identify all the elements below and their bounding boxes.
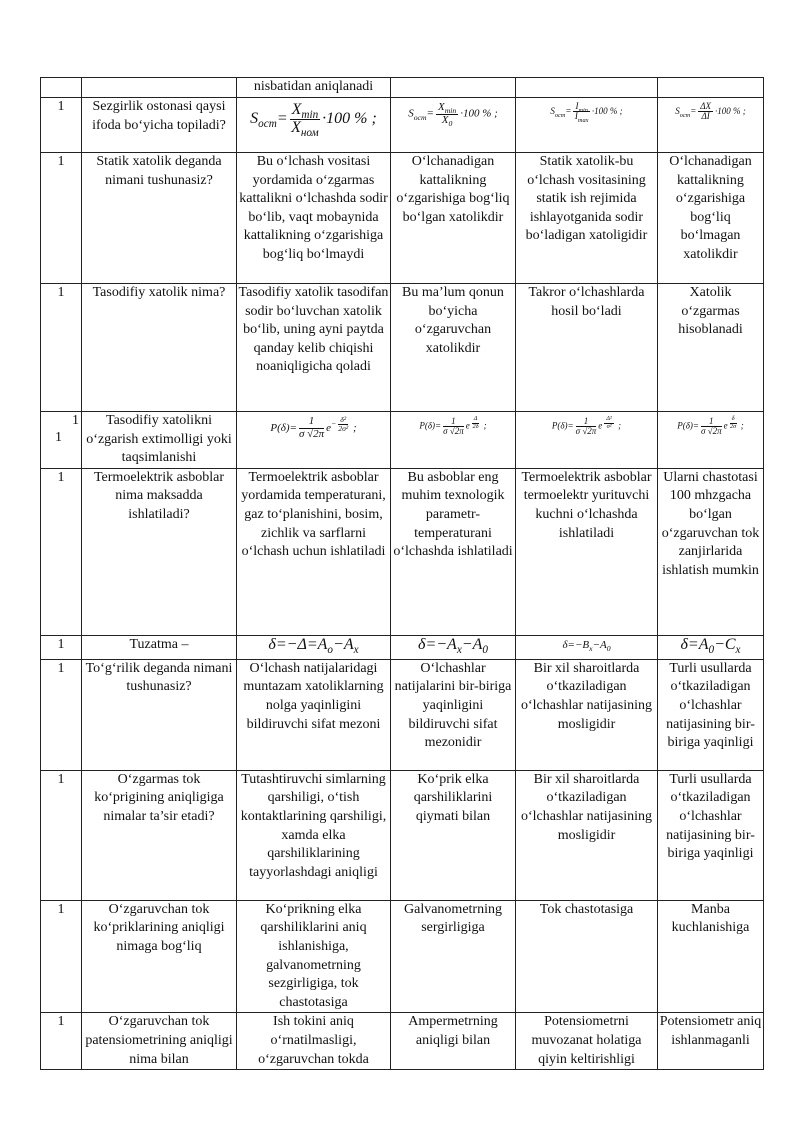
answer-a-cell <box>237 98 391 153</box>
answer-a-cell: Tasodifiy xatolik tasodifan sodir bo‘luvchan xatolik bo‘lib, uning ayni paytda qanday kelib chiqishi noaniqligicha qoladi <box>237 284 391 412</box>
table-row <box>41 153 764 284</box>
formula-sensitivity-c: $S_{ост}=$ $\frac{I_{min}}{I_{max}}$ ·100 % ; <box>550 101 623 125</box>
formula-correction-d: $\delta=A_0-C_x$ <box>680 635 741 656</box>
formula-distribution-c: P(δ)= $\frac{1}{\sigma √2\pi}$ e $^{\frac{\text{Δ²}}{\text{σ²}}}$ ; <box>551 415 622 436</box>
question-cell: Tuzatma – <box>82 635 237 659</box>
formula-distribution-a: P(δ)= $\frac{1}{\sigma √2\pi}$ $e^{- \frac{\text{δ²}}{\text{2σ²}}}$ ; <box>270 415 357 440</box>
answer-c-cell <box>516 78 658 98</box>
answer-b-cell <box>391 98 516 153</box>
answer-b-cell: Ko‘prik elka qarshiliklarini qiymati bilan <box>391 770 516 900</box>
answer-d-cell: O‘lchanadigan kattalikning o‘zgarishiga bog‘liq bo‘lmagan xatolikdir <box>658 153 764 284</box>
table-row <box>41 98 764 153</box>
formula-distribution-b: P(δ)= $\frac{1}{\sigma √2\pi}$ e $^{\frac{\Delta}{2\delta}}$ ; <box>419 415 487 436</box>
table-row <box>41 78 764 98</box>
row-number-cell: 1 <box>41 468 82 635</box>
row-number-cell: 1 <box>41 635 82 659</box>
answer-c-cell: Statik xatolik-bu o‘lchash vositasining statik ish rejimida ishlayotganida sodir bo‘ladigan xatoligidir <box>516 153 658 284</box>
answer-b-cell: Bu asboblar eng muhim texnologik parametr-temperaturani o‘lchashda ishlatiladi <box>391 468 516 635</box>
row-number-cell: 1 <box>41 770 82 900</box>
question-cell: Sezgirlik ostonasi qaysi ifoda bo‘yicha topiladi? <box>82 98 237 153</box>
answer-a-cell: Termoelektrik asboblar yordamida temperaturani, gaz to‘planishini, bosim, zichlik va sarflarni o‘lchash uchun ishlatiladi <box>237 468 391 635</box>
table-row <box>41 412 764 469</box>
formula-distribution-d: P(δ)= $\frac{1}{\sigma √2\pi}$ e $^{\frac{\delta}{2\sigma}}$ ; <box>677 415 744 436</box>
answer-a-cell: Bu o‘lchash vositasi yordamida o‘zgarmas kattalikni o‘lchashda sodir bo‘lib, vaqt mobaynida kattalikning o‘zgarishiga bog‘liq bo‘lmaydi <box>237 153 391 284</box>
answer-d-cell <box>658 98 764 153</box>
table-row <box>41 1013 764 1070</box>
answer-d-cell: Turli usullarda o‘tkaziladigan o‘lchashlar natijasining bir-biriga yaqinligi <box>658 770 764 900</box>
answer-b-cell: O‘lchanadigan kattalikning o‘zgarishiga bog‘liq bo‘lgan xatolikdir <box>391 153 516 284</box>
answer-a-cell: Tutashtiruvchi simlarning qarshiligi, o‘tish kontaktlarining qarshiligi, xamda elka qarshiliklarining tayyorlashdagi aniqligi <box>237 770 391 900</box>
row-number-cell: 1 <box>41 284 82 412</box>
question-cell: Tasodifiy xatolik nima? <box>82 284 237 412</box>
question-cell: O‘zgaruvchan tok patensiometrining aniqligi nima bilan <box>82 1013 237 1070</box>
answer-b-cell <box>391 78 516 98</box>
answer-a-cell: Ish tokini aniq o‘rnatilmasligi, o‘zgaruvchan tokda <box>237 1013 391 1070</box>
answer-b-cell: Bu ma’lum qonun bo‘yicha o‘zgaruvchan xatolikdir <box>391 284 516 412</box>
answer-a-cell: nisbatidan aniqlanadi <box>237 78 391 98</box>
answer-c-cell: Bir xil sharoitlarda o‘tkaziladigan o‘lchashlar natijasining mosligidir <box>516 770 658 900</box>
answer-a-cell: Ko‘prikning elka qarshiliklarini aniq ishlanishiga, galvanometrning sezgirligiga, tok chastotasiga <box>237 900 391 1013</box>
question-cell: Statik xatolik deganda nimani tushunasiz? <box>82 153 237 284</box>
answer-b-cell <box>391 412 516 469</box>
answer-d-cell: Xatolik o‘zgarmas hisoblanadi <box>658 284 764 412</box>
answer-c-cell <box>516 635 658 659</box>
row-number-cell: 1 <box>41 153 82 284</box>
answer-d-cell: Ularni chastotasi 100 mhzgacha bo‘lgan o‘zgaruvchan tok zanjirlarida ishlatish mumkin <box>658 468 764 635</box>
question-cell: O‘zgaruvchan tok ko‘priklarining aniqligi nimaga bog‘liq <box>82 900 237 1013</box>
table-row <box>41 900 764 1013</box>
answer-c-cell: Bir xil sharoitlarda o‘tkaziladigan o‘lchashlar natijasining mosligidir <box>516 659 658 770</box>
answer-c-cell: Potensiometrni muvozanat holatiga qiyin keltirishligi <box>516 1013 658 1070</box>
table-row <box>41 468 764 635</box>
row-number-cell: 1 1 <box>41 412 82 469</box>
formula-sensitivity-b: $S_{ост}=$ $\frac{X_{min}}{X_0}$ ·100 % ; <box>408 101 498 128</box>
answer-c-cell <box>516 98 658 153</box>
formula-sensitivity-a: $S_{ост}=$ $\frac{X_{min}}{X_{ном}}$ ·100 % ; <box>250 101 377 139</box>
answer-c-cell: Takror o‘lchashlarda hosil bo‘ladi <box>516 284 658 412</box>
answer-d-cell <box>658 78 764 98</box>
formula-correction-b: $\delta=-A_x-A_0$ <box>418 635 488 656</box>
row-number-cell: 1 <box>41 98 82 153</box>
row-number-cell: 1 <box>41 900 82 1013</box>
answer-c-cell: Tok chastotasiga <box>516 900 658 1013</box>
answer-b-cell <box>391 635 516 659</box>
answer-c-cell: Termoelektrik asboblar termoelektr yurituvchi kuchni o‘lchashda ishlatiladi <box>516 468 658 635</box>
answer-b-cell: O‘lchashlar natijalarini bir-biriga yaqinligini bildiruvchi sifat mezonidir <box>391 659 516 770</box>
formula-correction-a: $\delta=-\Delta=A_o-A_x$ <box>268 635 359 656</box>
answer-a-cell <box>237 412 391 469</box>
answer-a-cell <box>237 635 391 659</box>
test-questions-table <box>40 77 764 1070</box>
table-row <box>41 770 764 900</box>
formula-correction-c: $\delta=-B_x-A_0$ <box>562 638 611 653</box>
table-row <box>41 284 764 412</box>
answer-d-cell: Turli usullarda o‘tkaziladigan o‘lchashlar natijasining bir-biriga yaqinligi <box>658 659 764 770</box>
formula-sensitivity-d: $S_{ост}=$ $\frac{\Delta X}{\Delta I}$ ·100 % ; <box>675 101 746 122</box>
row-number-cell <box>41 78 82 98</box>
answer-d-cell <box>658 635 764 659</box>
answer-b-cell: Galvanometrning sergirligiga <box>391 900 516 1013</box>
table-row <box>41 659 764 770</box>
answer-b-cell: Ampermetrning aniqligi bilan <box>391 1013 516 1070</box>
row-number-cell: 1 <box>41 659 82 770</box>
answer-d-cell: Potensiometr aniq ishlanmaganli <box>658 1013 764 1070</box>
row-number-cell: 1 <box>41 1013 82 1070</box>
question-cell: O‘zgarmas tok ko‘prigining aniqligiga nimalar ta’sir etadi? <box>82 770 237 900</box>
answer-d-cell: Manba kuchlanishiga <box>658 900 764 1013</box>
table-row <box>41 635 764 659</box>
answer-d-cell <box>658 412 764 469</box>
answer-c-cell <box>516 412 658 469</box>
question-cell: Termoelektrik asboblar nima maksadda ishlatiladi? <box>82 468 237 635</box>
question-cell: Tasodifiy xatolikni o‘zgarish extimolligi yoki taqsimlanishi <box>82 412 237 469</box>
question-cell <box>82 78 237 98</box>
answer-a-cell: O‘lchash natijalaridagi muntazam xatoliklarning nolga yaqinligini bildiruvchi sifat mezoni <box>237 659 391 770</box>
question-cell: To‘g‘rilik deganda nimani tushunasiz? <box>82 659 237 770</box>
